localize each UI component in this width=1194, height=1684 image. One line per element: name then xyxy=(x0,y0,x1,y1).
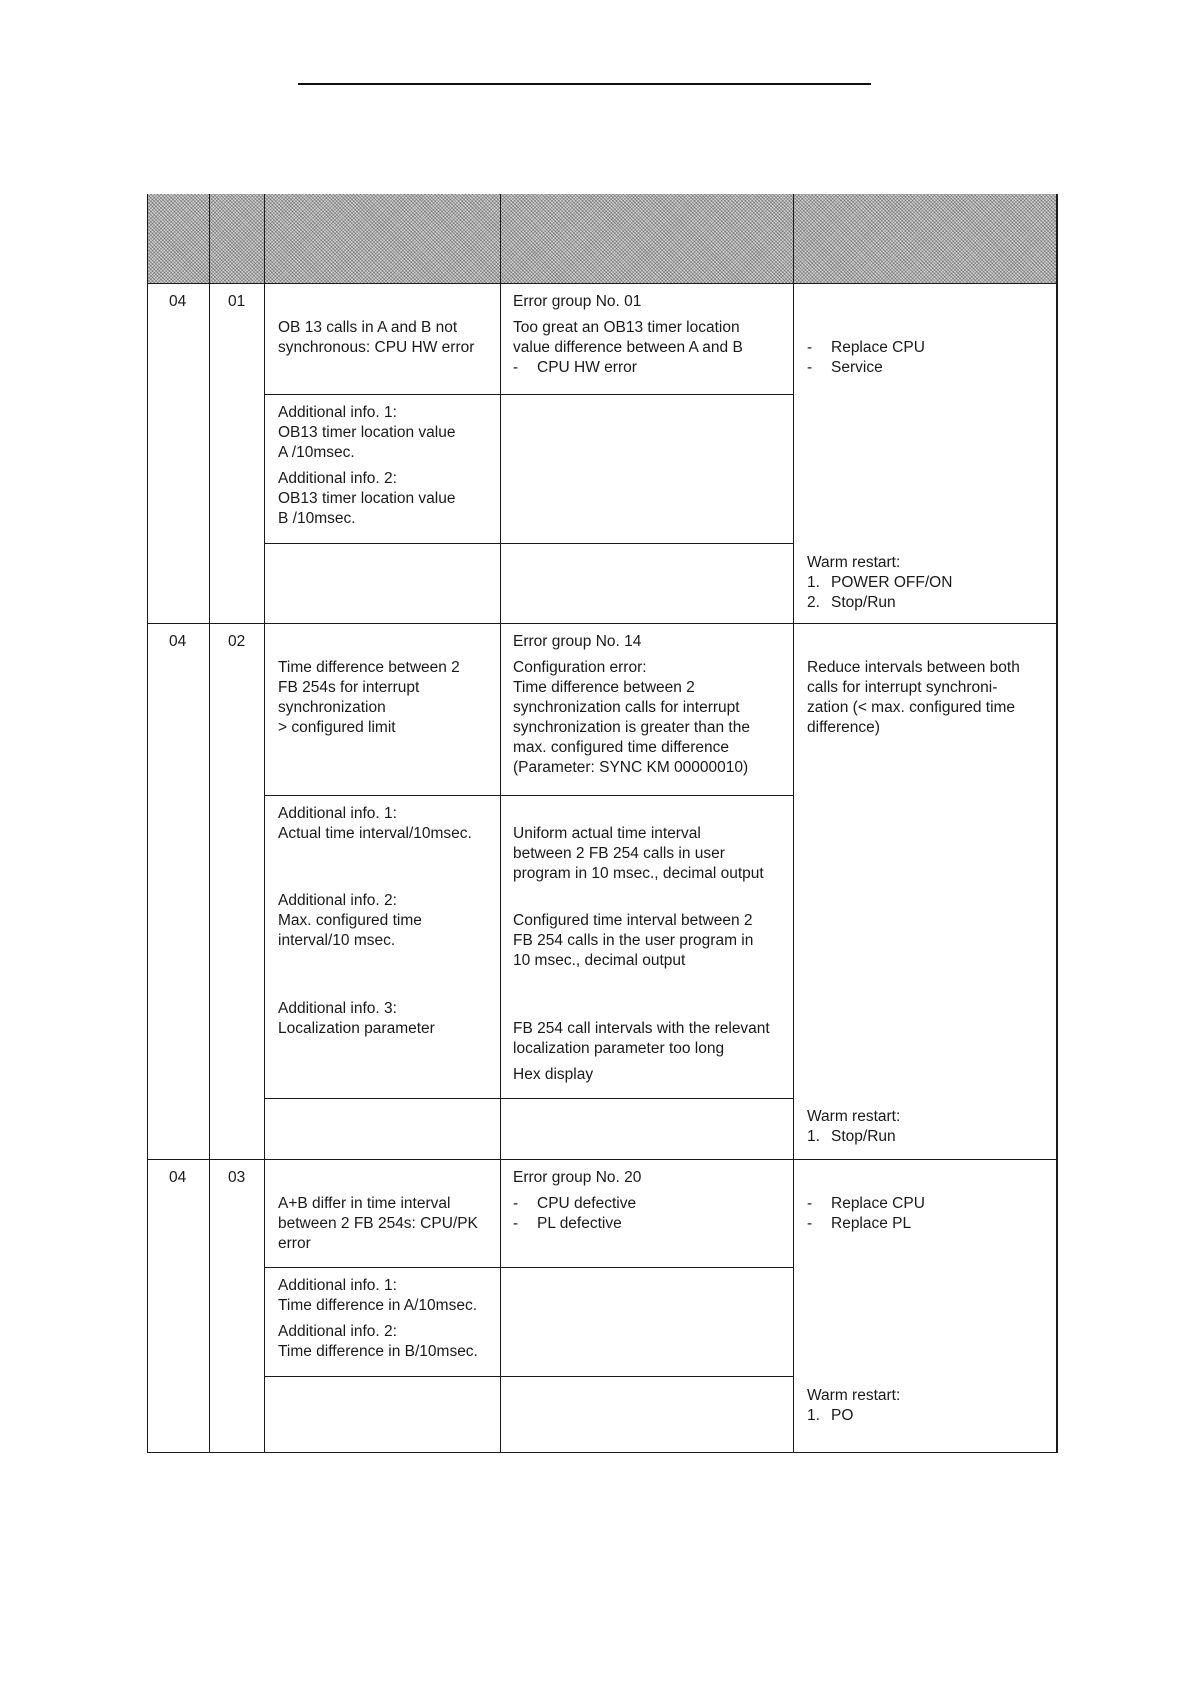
desc-line: FB 254s for interrupt xyxy=(278,679,420,696)
remedy-line: Reduce intervals between both xyxy=(807,659,1020,676)
desc-line: between 2 FB 254s: CPU/PK xyxy=(278,1215,478,1232)
row-1-remedy xyxy=(807,338,1047,378)
row-2-info-2 xyxy=(278,891,494,951)
row-3-additional-info xyxy=(278,1276,494,1362)
restart-step: 2. Stop/Run xyxy=(807,594,896,611)
cause-line: value difference between A and B xyxy=(513,339,743,356)
row-2-code-1: 04 xyxy=(169,633,187,650)
info-line: OB13 timer location value xyxy=(278,424,456,441)
cause-line: Time difference between 2 xyxy=(513,679,695,696)
restart-step: 1. Stop/Run xyxy=(807,1128,896,1145)
detail-line: between 2 FB 254 calls in user xyxy=(513,845,725,862)
grid-line xyxy=(209,194,210,1453)
remedy-line: calls for interrupt synchroni- xyxy=(807,679,998,696)
info-line: Time difference in B/10msec. xyxy=(278,1343,478,1360)
cause-line: Too great an OB13 timer location xyxy=(513,319,740,336)
info-label: Additional info. 3: xyxy=(278,1000,397,1017)
grid-line xyxy=(264,795,794,796)
grid-line xyxy=(264,394,794,395)
desc-line: synchronization xyxy=(278,699,386,716)
remedy-line: zation (< max. configured time xyxy=(807,699,1016,716)
cause-list-item: - CPU HW error xyxy=(513,359,637,376)
info-label: Additional info. 1: xyxy=(278,404,397,421)
grid-line xyxy=(793,194,794,1453)
info-line: interval/10 msec. xyxy=(278,932,396,949)
row-3-code-2: 03 xyxy=(228,1169,246,1186)
grid-line xyxy=(264,1267,794,1268)
row-2-remedy xyxy=(807,658,1047,738)
info-line: Localization parameter xyxy=(278,1020,435,1037)
remedy-list-item: - Service xyxy=(807,359,883,376)
row-1-cause xyxy=(513,292,788,378)
info-line: B /10msec. xyxy=(278,510,356,527)
restart-label: Warm restart: xyxy=(807,1387,901,1404)
cause-list-item: - CPU defective xyxy=(513,1195,637,1212)
detail-line: FB 254 call intervals with the relevant xyxy=(513,1020,770,1037)
desc-line: A+B differ in time interval xyxy=(278,1195,451,1212)
header-cell-3 xyxy=(265,194,500,283)
info-line: OB13 timer location value xyxy=(278,490,456,507)
row-1-description: OB 13 calls in A and B not synchronous: CPU HW error xyxy=(278,319,475,356)
grid-line xyxy=(1056,194,1058,1453)
row-2-info-1 xyxy=(278,804,494,844)
restart-step: 1. POWER OFF/ON xyxy=(807,574,953,591)
row-2-description xyxy=(278,658,494,738)
remedy-list-item: - Replace PL xyxy=(807,1215,912,1232)
grid-line xyxy=(147,283,1058,284)
row-2-info-3-detail xyxy=(513,1019,791,1085)
cause-list-item: - PL defective xyxy=(513,1215,622,1232)
grid-line xyxy=(264,1098,794,1099)
desc-line: > configured limit xyxy=(278,719,396,736)
row-1-code-1: 04 xyxy=(169,293,187,310)
row-3-description xyxy=(278,1194,494,1254)
remedy-list-item: - Replace CPU xyxy=(807,1195,925,1212)
header-cell-1 xyxy=(147,194,209,283)
row-2-cause xyxy=(513,632,788,778)
detail-line: Hex display xyxy=(513,1066,594,1083)
error-group: Error group No. 01 xyxy=(513,293,642,310)
info-label: Additional info. 2: xyxy=(278,892,397,909)
remedy-line: difference) xyxy=(807,719,880,736)
info-line: Actual time interval/10msec. xyxy=(278,825,472,842)
header-rule xyxy=(298,83,871,85)
info-line: Time difference in A/10msec. xyxy=(278,1297,478,1314)
row-2-code-2: 02 xyxy=(228,633,246,650)
row-3-cause xyxy=(513,1168,788,1234)
header-cell-4 xyxy=(501,194,793,283)
grid-line xyxy=(500,194,501,1453)
row-2-restart xyxy=(807,1107,1047,1147)
cause-line: synchronization calls for interrupt xyxy=(513,699,740,716)
grid-line xyxy=(147,1159,1058,1160)
detail-line: localization parameter too long xyxy=(513,1040,725,1057)
error-group: Error group No. 20 xyxy=(513,1169,642,1186)
detail-line: 10 msec., decimal output xyxy=(513,952,686,969)
cause-line: synchronization is greater than the xyxy=(513,719,750,736)
info-line: A /10msec. xyxy=(278,444,355,461)
row-2-info-3 xyxy=(278,999,494,1039)
row-2-info-2-detail xyxy=(513,911,791,971)
grid-line xyxy=(147,623,1058,624)
detail-line: FB 254 calls in the user program in xyxy=(513,932,754,949)
detail-line: Uniform actual time interval xyxy=(513,825,701,842)
grid-line xyxy=(264,1376,794,1377)
info-line: Max. configured time xyxy=(278,912,422,929)
restart-label: Warm restart: xyxy=(807,1108,901,1125)
restart-step: 1. PO xyxy=(807,1407,854,1424)
cause-line: (Parameter: SYNC KM 00000010) xyxy=(513,759,749,776)
row-3-remedy xyxy=(807,1194,1047,1234)
grid-line xyxy=(147,194,148,1453)
cause-line: max. configured time difference xyxy=(513,739,729,756)
cause-line: Configuration error: xyxy=(513,659,647,676)
restart-label: Warm restart: xyxy=(807,554,901,571)
diagnostic-table xyxy=(147,194,1058,1453)
row-2-info-1-detail xyxy=(513,824,791,884)
row-1-code-2: 01 xyxy=(228,293,246,310)
row-1-restart xyxy=(807,553,1047,613)
header-cell-5 xyxy=(794,194,1058,283)
info-label: Additional info. 1: xyxy=(278,1277,397,1294)
row-3-code-1: 04 xyxy=(169,1169,187,1186)
detail-line: Configured time interval between 2 xyxy=(513,912,753,929)
desc-line: Time difference between 2 xyxy=(278,659,460,676)
info-label: Additional info. 1: xyxy=(278,805,397,822)
grid-line xyxy=(147,1452,1058,1453)
info-label: Additional info. 2: xyxy=(278,470,397,487)
row-1-additional-info xyxy=(278,403,494,529)
info-label: Additional info. 2: xyxy=(278,1323,397,1340)
grid-line xyxy=(264,543,794,544)
detail-line: program in 10 msec., decimal output xyxy=(513,865,764,882)
grid-line xyxy=(264,194,265,1453)
header-cell-2 xyxy=(210,194,264,283)
remedy-list-item: - Replace CPU xyxy=(807,339,925,356)
desc-line: error xyxy=(278,1235,311,1252)
error-group: Error group No. 14 xyxy=(513,633,642,650)
row-3-restart xyxy=(807,1386,1047,1426)
